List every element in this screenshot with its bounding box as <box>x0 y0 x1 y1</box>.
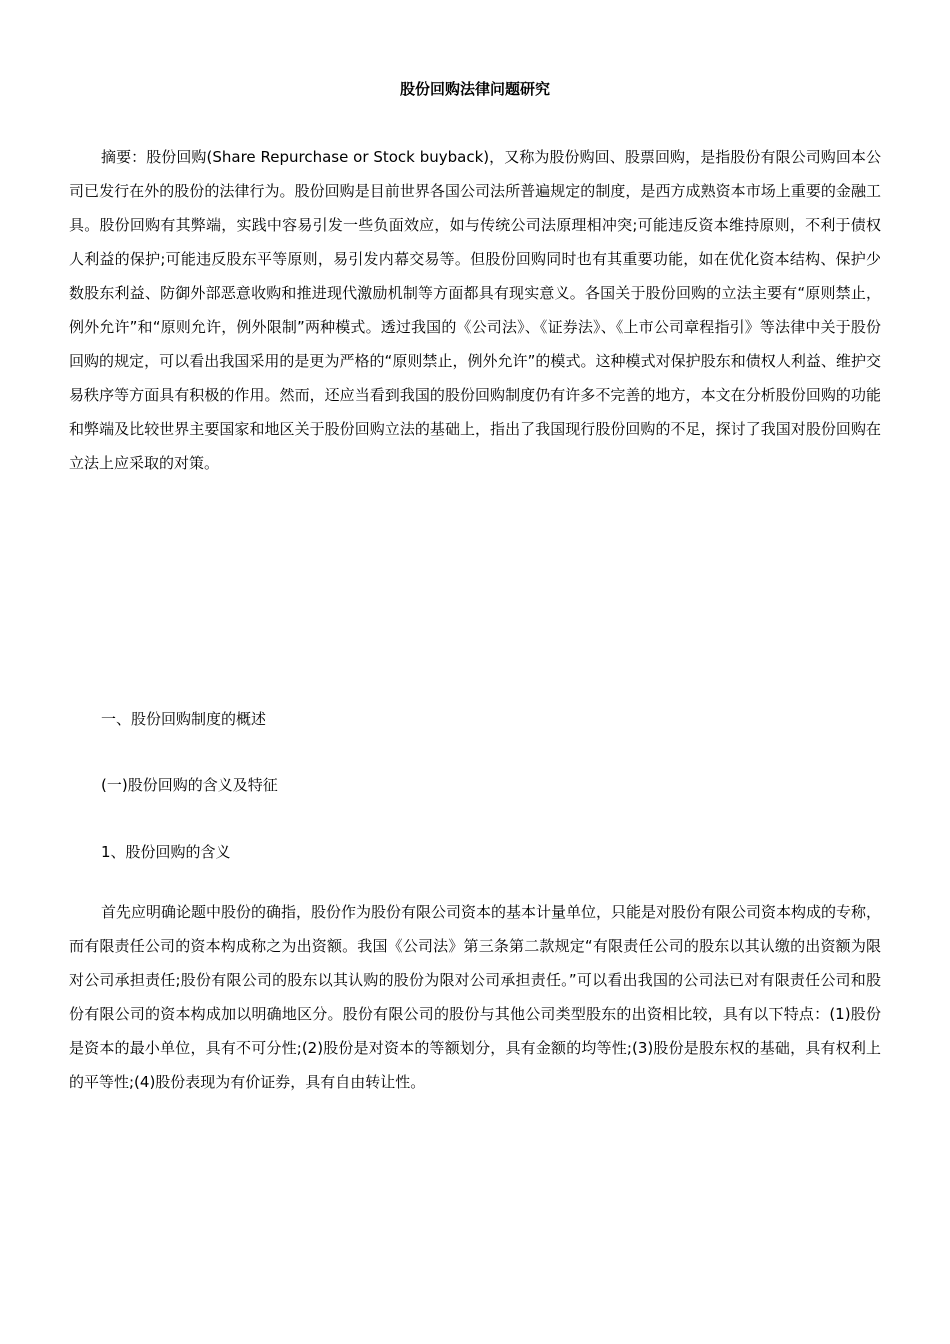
abstract-paragraph: 摘要：股份回购(Share Repurchase or Stock buyback)，又称为股份购回、股票回购，是指股份有限公司购回本公司已发行在外的股份的法律行为。股份回购是目前世界各国公司法所普遍规定的制度，是西方成熟资本市场上重要的金融工具。股份回购有其弊端，实践中容易引发一些负面效应，如与传统公司法原理相冲突;可能违反资本维持原则，不利于债权人利益的保护;可能违反股东平等原则，易引发内幕交易等。但股份回购同时也有其重要功能，如在优化资本结构、保护少数股东利益、防御外部恶意收购和推进现代激励机制等方面都具有现实意义。各国关于股份回购的立法主要有“原则禁止，例外允许”和“原则允许，例外限制”两种模式。透过我国的《公司法》、《证券法》、《上市公司章程指引》等法律中关于股份回购的规定，可以看出我国采用的是更为严格的“原则禁止，例外允许”的模式。这种模式对保护股东和债权人利益、维护交易秩序等方面具有积极的作用。然而，还应当看到我国的股份回购制度仍有许多不完善的地方，本文在分析股份回购的功能和弊端及比较世界主要国家和地区关于股份回购立法的基础上，指出了我国现行股份回购的不足，探讨了我国对股份回购在立法上应采取的对策。 <box>69 148 881 472</box>
item-heading: 1、股份回购的含义 <box>101 843 231 861</box>
body-paragraph: 首先应明确论题中股份的确指，股份作为股份有限公司资本的基本计量单位，只能是对股份有限公司资本构成的专称，而有限责任公司的资本构成称之为出资额。我国《公司法》第三条第二款规定“有限责任公司的股东以其认缴的出资额为限对公司承担责任;股份有限公司的股东以其认购的股份为限对公司承担责任。”可以看出我国的公司法已对有限责任公司和股份有限公司的资本构成加以明确地区分。股份有限公司的股份与其他公司类型股东的出资相比较，具有以下特点：(1)股份是资本的最小单位，具有不可分性;(2)股份是对资本的等额划分，具有金额的均等性;(3)股份是股东权的基础，具有权利上的平等性;(4)股份表现为有价证券，具有自由转让性。 <box>69 903 882 1091</box>
document-title: 股份回购法律问题研究 <box>399 80 550 98</box>
subsection-heading: (一)股份回购的含义及特征 <box>101 776 278 794</box>
section-heading: 一、股份回购制度的概述 <box>101 710 267 728</box>
